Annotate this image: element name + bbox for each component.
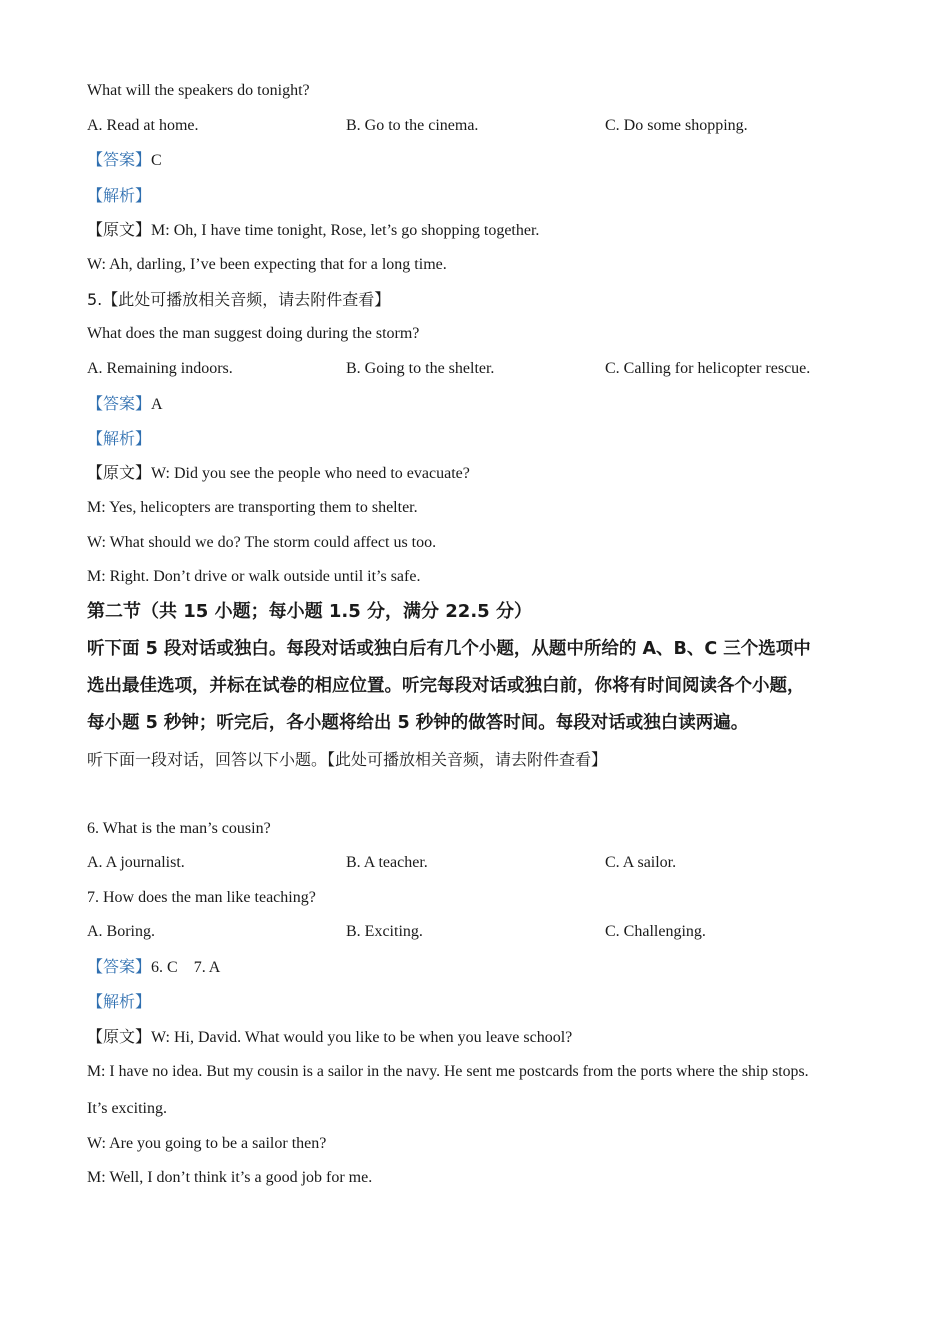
answer-line	[87, 957, 220, 978]
option-b: B. Exciting.	[346, 923, 423, 940]
question-text: What does the man suggest doing during the storm?	[87, 325, 420, 342]
answer-line	[87, 150, 162, 171]
transcript-line: M: Yes, helicopters are transporting them to shelter.	[87, 499, 418, 516]
option-b: B. Going to the shelter.	[346, 360, 495, 377]
analysis-label: 【解析】	[87, 186, 152, 205]
transcript-line: W: What should we do? The storm could affect us too.	[87, 534, 437, 551]
transcript-line	[87, 463, 470, 484]
listen-note: 听下面一段对话，回答以下小题。【此处可播放相关音频，请去附件查看】	[87, 750, 608, 769]
option-c: C. Calling for helicopter rescue.	[605, 360, 811, 377]
option-c: C. Do some shopping.	[605, 117, 748, 134]
section-instructions: 听下面 5 段对话或独白。每段对话或独白后有几个小题，从题中所给的 A、B、C 三个选项中	[87, 639, 811, 659]
section-title: 第二节（共 15 小题；每小题 1.5 分，满分 22.5 分）	[87, 601, 532, 622]
question-text: 7. How does the man like teaching?	[87, 889, 316, 906]
section-instructions: 选出最佳选项，并标在试卷的相应位置。听完每段对话或独白前，你将有时间阅读各个小题，	[87, 676, 805, 696]
transcript-line	[87, 220, 539, 241]
option-c: C. Challenging.	[605, 923, 706, 940]
analysis-label: 【解析】	[87, 992, 152, 1011]
option-c: C. A sailor.	[605, 854, 677, 871]
option-b: B. Go to the cinema.	[346, 117, 479, 134]
transcript-line: M: I have no idea. But my cousin is a sailor in the navy. He sent me postcards from the ports where the ship stops.	[87, 1063, 809, 1080]
transcript-text: M: Oh, I have time tonight, Rose, let’s go shopping together.	[151, 222, 540, 239]
answer-label: 【答案】	[87, 957, 152, 976]
option-a: A. Read at home.	[87, 117, 199, 134]
option-a: A. Remaining indoors.	[87, 360, 233, 377]
original-label: 【原文】	[87, 1027, 152, 1046]
transcript-line: M: Right. Don’t drive or walk outside until it’s safe.	[87, 568, 421, 585]
answer-value: A	[151, 396, 163, 413]
section-instructions: 每小题 5 秒钟；听完后，各小题将给出 5 秒钟的做答时间。每段对话或独白读两遍。	[87, 713, 749, 733]
question-text: What will the speakers do tonight?	[87, 82, 310, 99]
question-heading: 5.【此处可播放相关音频，请去附件查看】	[87, 290, 391, 309]
transcript-text: W: Hi, David. What would you like to be when you leave school?	[151, 1029, 573, 1046]
question-text: 6. What is the man’s cousin?	[87, 820, 271, 837]
transcript-line: W: Are you going to be a sailor then?	[87, 1135, 327, 1152]
analysis-label: 【解析】	[87, 429, 152, 448]
original-label: 【原文】	[87, 463, 152, 482]
option-a: A. Boring.	[87, 923, 155, 940]
transcript-line: It’s exciting.	[87, 1100, 167, 1117]
answer-label: 【答案】	[87, 150, 152, 169]
answer-label: 【答案】	[87, 394, 152, 413]
answer-line	[87, 394, 163, 415]
answer-value: 6. C 7. A	[151, 959, 221, 976]
transcript-text: W: Did you see the people who need to evacuate?	[151, 465, 470, 482]
transcript-line	[87, 1027, 572, 1048]
answer-value: C	[151, 152, 162, 169]
option-b: B. A teacher.	[346, 854, 428, 871]
transcript-line: M: Well, I don’t think it’s a good job for me.	[87, 1169, 373, 1186]
original-label: 【原文】	[87, 220, 152, 239]
transcript-line: W: Ah, darling, I’ve been expecting that for a long time.	[87, 256, 447, 273]
option-a: A. A journalist.	[87, 854, 185, 871]
